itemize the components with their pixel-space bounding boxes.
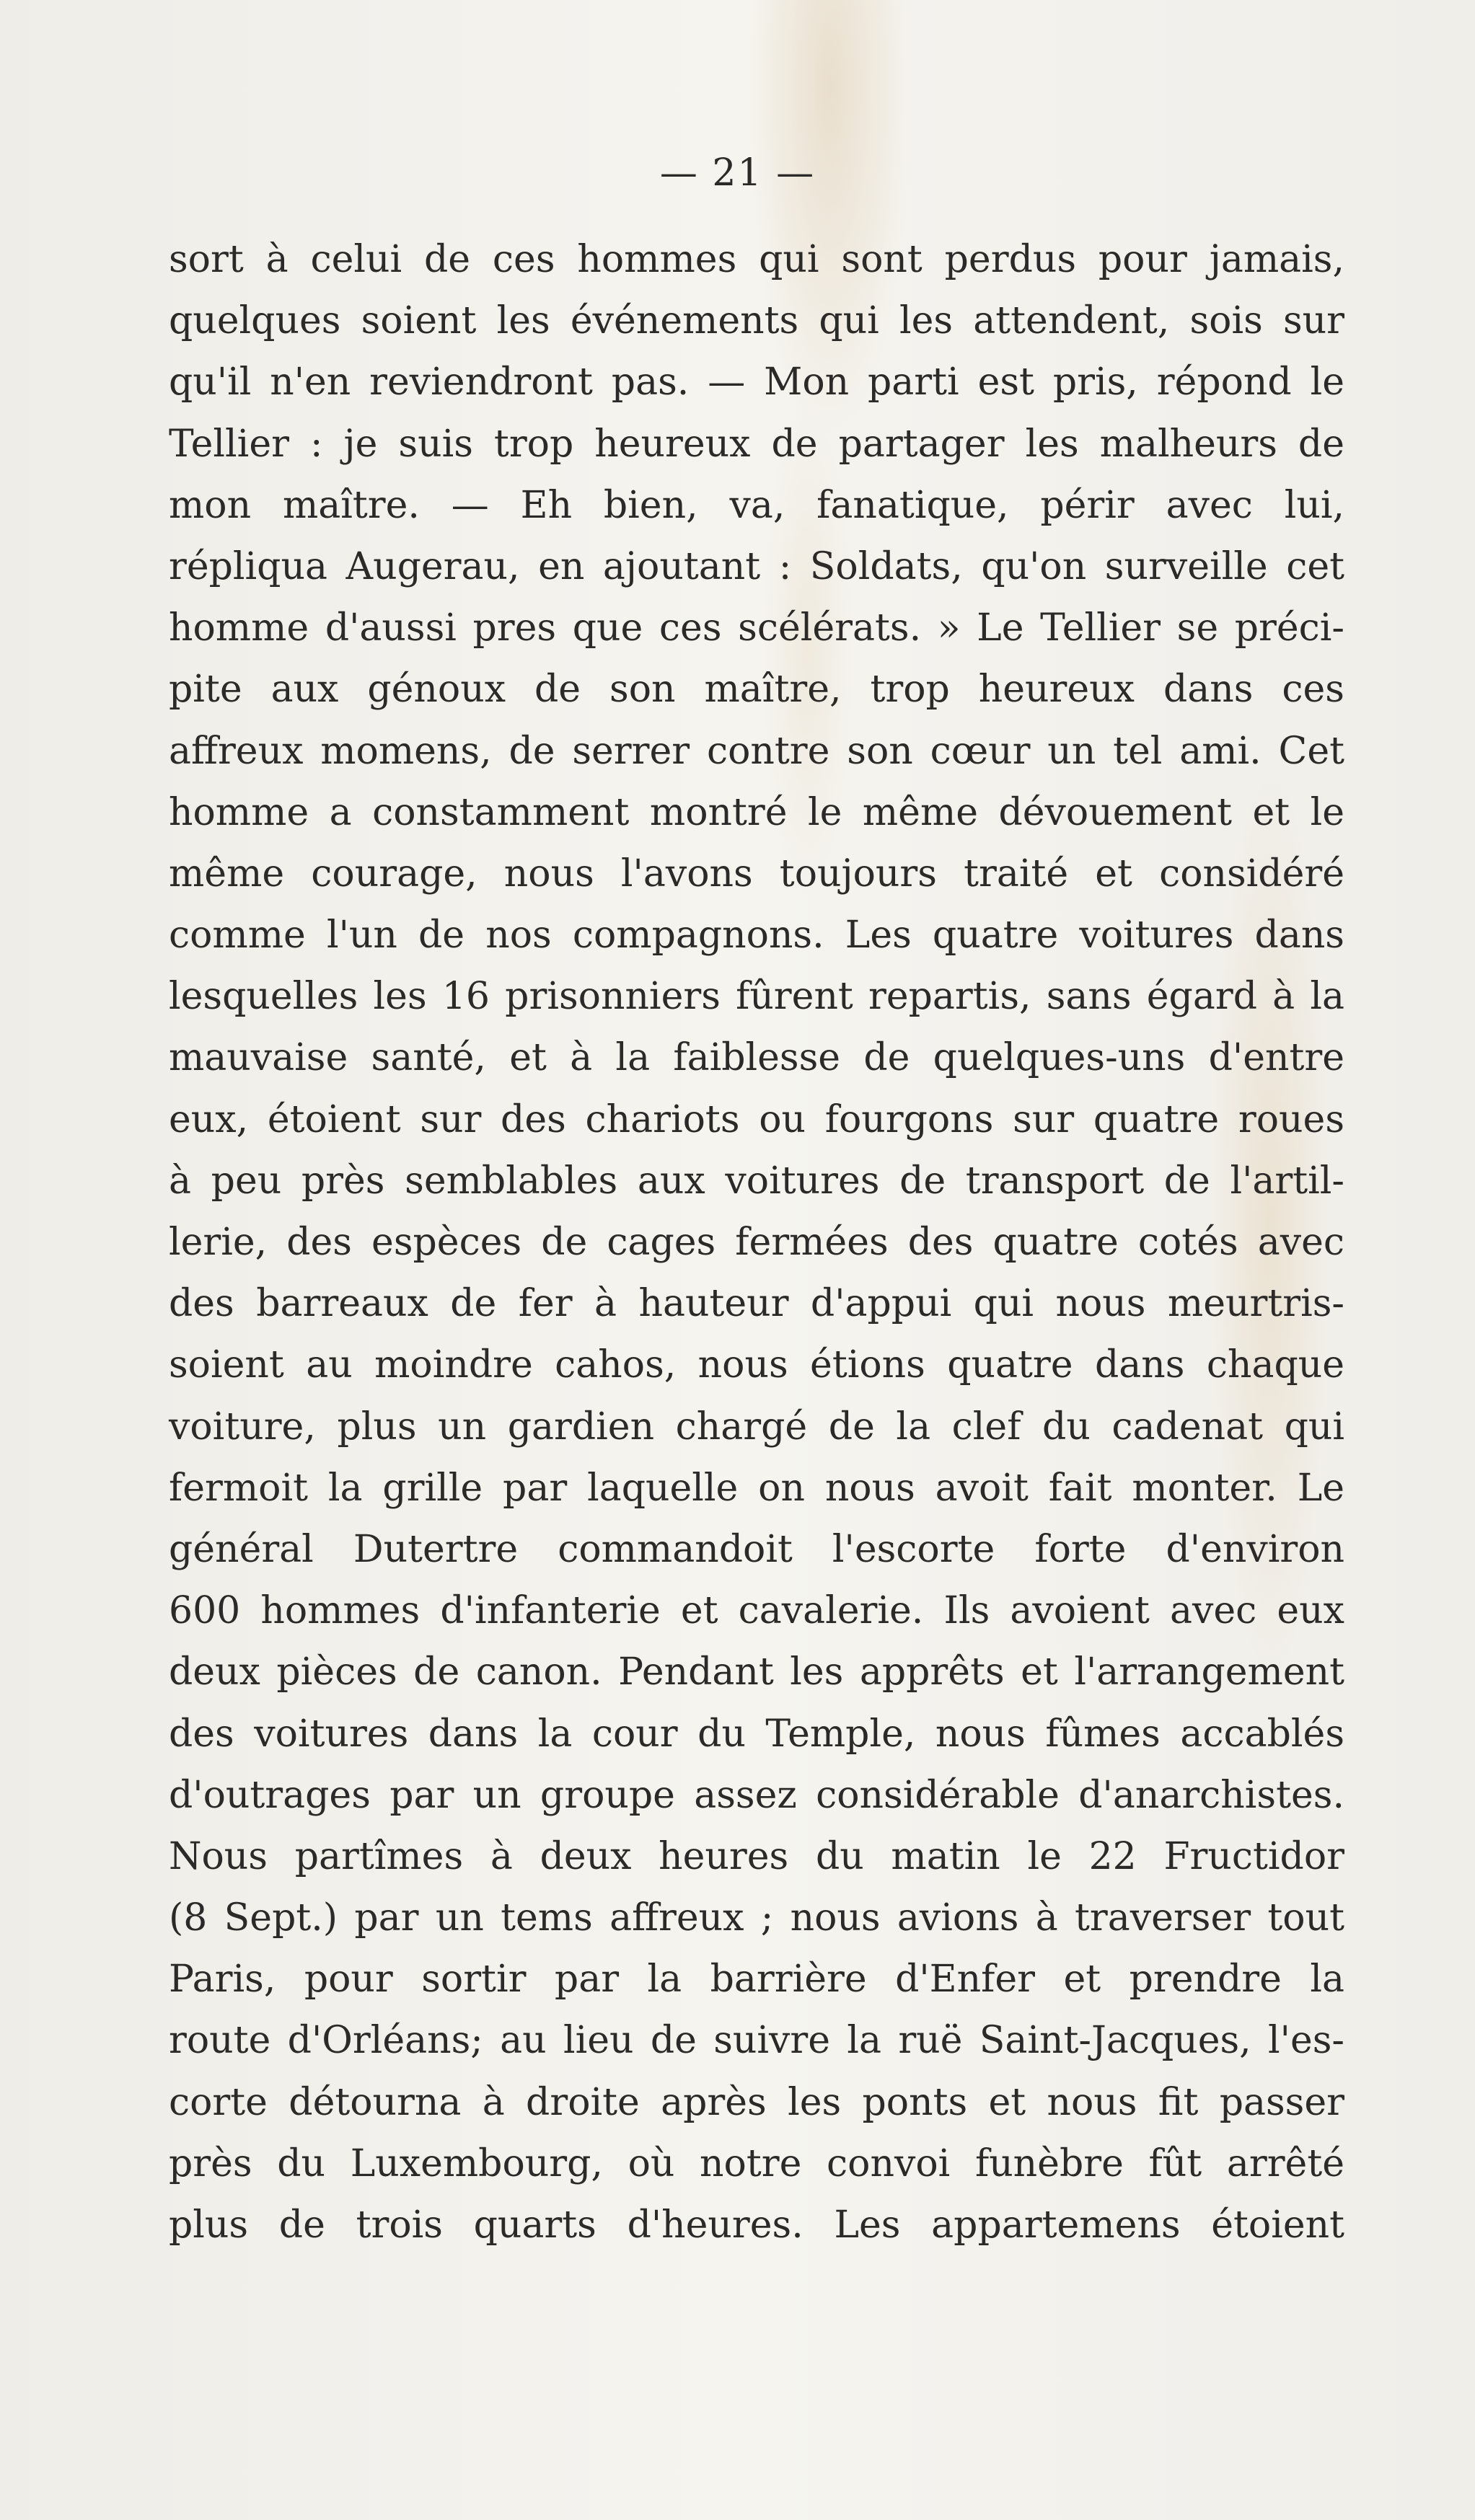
text-line: général Dutertre commandoit l'escorte forte d'environ [169,1527,1344,1571]
text-line: affreux momens, de serrer contre son cœur un tel ami. Cet [169,729,1344,773]
text-line: près du Luxembourg, où notre convoi funèbre fût arrêté [169,2141,1344,2185]
text-line: soient au moindre cahos, nous étions quatre dans chaque [169,1343,1344,1387]
text-line: plus de trois quarts d'heures. Les appartemens étoient [169,2203,1344,2247]
text-line: répliqua Augerau, en ajoutant : Soldats, qu'on surveille cet [169,544,1344,588]
text-line: même courage, nous l'avons toujours traité et considéré [169,852,1344,896]
body-text [169,229,1344,2256]
text-line: des voitures dans la cour du Temple, nous fûmes accablés [169,1712,1344,1756]
text-line: mauvaise santé, et à la faiblesse de quelques-uns d'entre [169,1036,1344,1080]
text-line: comme l'un de nos compagnons. Les quatre voitures dans [169,914,1344,958]
text-line: fermoit la grille par laquelle on nous avoit fait monter. Le [169,1466,1344,1510]
text-line: Nous partîmes à deux heures du matin le 22 Fructidor [169,1834,1344,1878]
text-line: deux pièces de canon. Pendant les apprêts et l'arrangement [169,1650,1344,1694]
text-line: lesquelles les 16 prisonniers fûrent repartis, sans égard à la [169,975,1344,1019]
text-line: qu'il n'en reviendront pas. — Mon parti est pris, répond le [169,361,1344,404]
page-number: — 21 — [659,151,816,195]
text-line: des barreaux de fer à hauteur d'appui qui nous meurtris- [169,1282,1344,1326]
text-line: (8 Sept.) par un tems affreux ; nous avions à traverser tout [169,1896,1344,1940]
text-line: homme d'aussi pres que ces scélérats. » Le Tellier se préci- [169,606,1344,650]
text-line: lerie, des espèces de cages fermées des quatre cotés avec [169,1221,1344,1264]
text-line: pite aux génoux de son maître, trop heureux dans ces [169,668,1344,712]
text-line: homme a constamment montré le même dévouement et le [169,790,1344,834]
text-line: route d'Orléans; au lieu de suivre la ruë Saint-Jacques, l'es- [169,2019,1344,2063]
text-line: à peu près semblables aux voitures de transport de l'artil- [169,1159,1344,1203]
text-line: Tellier : je suis trop heureux de partager les malheurs de [169,422,1344,466]
text-line: d'outrages par un groupe assez considérable d'anarchistes. [169,1773,1344,1817]
text-line: 600 hommes d'infanterie et cavalerie. Ils avoient avec eux [169,1589,1344,1633]
text-line: corte détourna à droite après les ponts et nous fit passer [169,2080,1344,2124]
text-line: quelques soient les événements qui les attendent, sois sur [169,299,1344,343]
text-line: Paris, pour sortir par la barrière d'Enfer et prendre la [169,1958,1344,2002]
text-line: eux, étoient sur des chariots ou fourgons sur quatre roues [169,1097,1344,1141]
text-line: mon maître. — Eh bien, va, fanatique, périr avec lui, [169,483,1344,527]
text-line: sort à celui de ces hommes qui sont perdus pour jamais, [169,238,1344,281]
text-line: voiture, plus un gardien chargé de la clef du cadenat qui [169,1405,1344,1449]
